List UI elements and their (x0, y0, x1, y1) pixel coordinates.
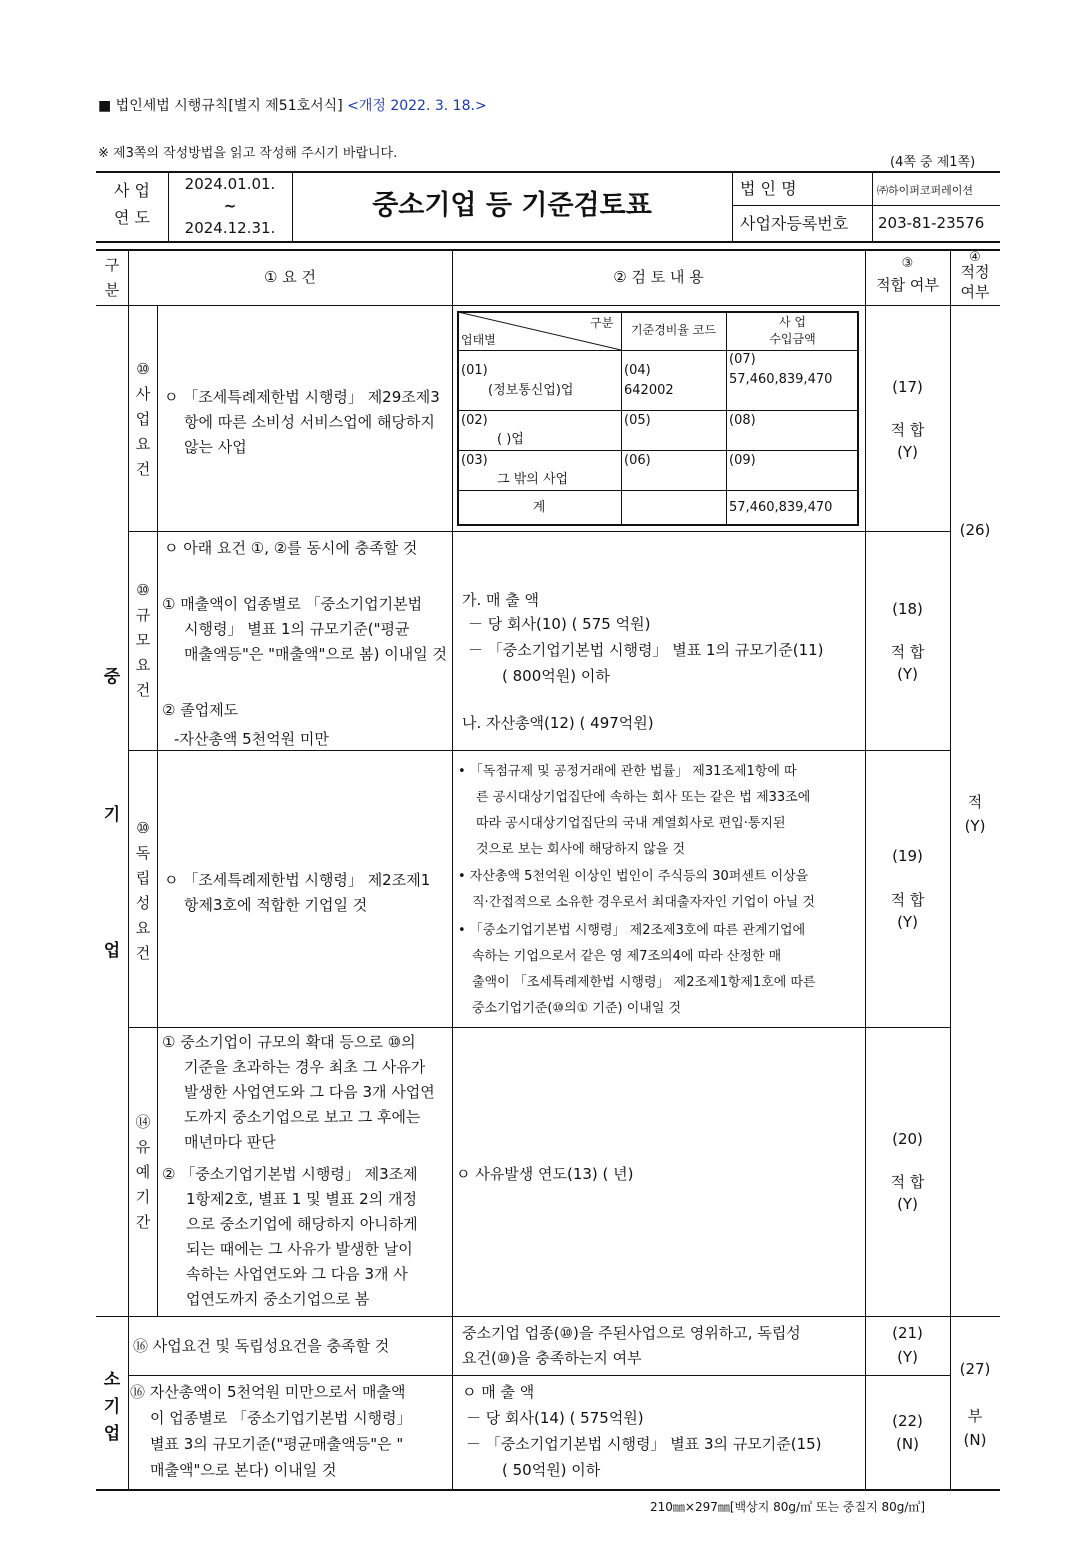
small-total-no: (27) (959, 1360, 991, 1378)
business-req-1: ㅇ 「조세특례제한법 시행령」 제29조제3 (164, 388, 440, 406)
independence-fit-y: (Y) (897, 913, 918, 931)
small1-review-2: 요건(⑩)을 충족하는지 여부 (462, 1349, 642, 1367)
small1-review-1: 중소기업 업종(⑩)을 주된사업으로 영위하고, 독립성 (462, 1324, 801, 1342)
category-sme-2: 기 (103, 805, 121, 825)
col-fit2-no: ④ (969, 250, 981, 265)
business-fit: 적 합 (890, 421, 925, 439)
r3-name: 그 밖의 사업 (497, 472, 569, 487)
scale-req-1c: 매출액등"은 "매출액"으로 봄) 이내일 것 (184, 645, 447, 663)
scale-review-1: 가. 매 출 액 (462, 591, 540, 609)
col-fit2-b: 여부 (960, 283, 990, 301)
scale-review-3: － 「중소기업기본법 시행령」 별표 1의 규모기준(11) (468, 641, 824, 659)
business-req-2: 항에 따른 소비성 서비스업에 해당하지 (184, 413, 435, 431)
reg-no-label: 사업자등록번호 (740, 214, 849, 233)
grace-fit-no: (20) (892, 1130, 923, 1148)
independence-review-3: 따라 공시대상기업집단의 국내 계열회사로 편입·통지된 (476, 816, 786, 831)
small2-review-2: － 당 회사(14) ( 575억원) (466, 1409, 644, 1427)
r1-code: 642002 (624, 383, 674, 398)
page-title: 중소기업 등 기준검토표 (372, 190, 652, 221)
r2-amt-no: (08) (729, 413, 756, 428)
grace-req-2a: ② 「중소기업기본법 시행령」 제3조제 (162, 1165, 418, 1183)
total-amt: 57,460,839,470 (729, 500, 833, 515)
grace-req-1e: 매년마다 판단 (184, 1133, 276, 1151)
independence-review-2: 른 공시대상기업집단에 속하는 회사 또는 같은 법 제33조에 (476, 790, 811, 805)
scale-req-2b: -자산총액 5천억원 미만 (174, 730, 329, 748)
small2-req-1: ⑯ 자산총액이 5천억원 미만으로서 매출액 (130, 1383, 406, 1401)
paper-spec: 210㎜×297㎜[백상지 80g/㎡ 또는 중질지 80g/㎡] (650, 1500, 926, 1514)
small1-fit-no: (21) (892, 1324, 923, 1342)
scale-review-2: － 당 회사(10) ( 575 억원) (468, 615, 651, 633)
table-h-gubun: 구분 (590, 316, 614, 330)
independence-fit-no: (19) (892, 847, 923, 865)
col-fit-no: ③ (901, 256, 914, 271)
scale-fit: 적 합 (890, 643, 925, 661)
scale-label: ⑩ 규 모 요 건 (135, 581, 151, 699)
date-from: 2024.01.01. (184, 175, 276, 193)
col-fit: 적합 여부 (876, 276, 939, 294)
r1-name: (정보통신업)업 (488, 383, 574, 398)
law-reference: ■ 법인세법 시행규칙[별지 제51호서식] <개정 2022. 3. 18.> (98, 98, 487, 114)
grace-req-2c: 으로 중소기업에 해당하지 아니하게 (186, 1215, 418, 1233)
small2-review-3: － 「중소기업기본법 시행령」 별표 3의 규모기준(15) (466, 1435, 822, 1453)
table-h-rev-1: 사 업 (779, 315, 806, 329)
independence-review-7: • 「중소기업기본법 시행령」 제2조제3호에 따른 관계기업에 (458, 923, 806, 938)
r3-code-no: (06) (624, 453, 651, 468)
r1-amt: 57,460,839,470 (729, 372, 833, 387)
year-label-1: 사 업 (114, 181, 150, 200)
business-fit-no: (17) (892, 378, 923, 396)
page-info: (4쪽 중 제1쪽) (890, 155, 976, 170)
scale-review-4: ( 800억원) 이하 (502, 667, 610, 685)
table-h-biz: 업태별 (461, 333, 496, 347)
scale-fit-y: (Y) (897, 665, 918, 683)
business-req-3: 않는 사업 (184, 438, 247, 456)
small2-req-3: 별표 3의 규모기준("평균매출액등"은 " (150, 1435, 404, 1453)
r1-code-no: (04) (624, 363, 651, 378)
date-to: 2024.12.31. (184, 219, 276, 237)
independence-review-6: 직·간접적으로 소유한 경우로서 최대출자자인 기업이 아닐 것 (472, 895, 815, 910)
table-h-code: 기준경비율 코드 (631, 323, 716, 337)
year-label-2: 연 도 (114, 208, 150, 227)
independence-review-9: 출액이 「조세특례제한법 시행령」 제2조제1항제1호에 따른 (472, 975, 816, 990)
independence-fit: 적 합 (890, 891, 925, 909)
independence-review-10: 중소기업기준(⑩의① 기준) 이내일 것 (472, 1001, 682, 1016)
r2-no: (02) (461, 413, 488, 428)
r1-amt-no: (07) (729, 352, 756, 367)
table-h-rev-2: 수입금액 (769, 332, 816, 346)
r1-no: (01) (461, 363, 488, 378)
col-requirement: ① 요 건 (264, 268, 316, 286)
category-sme-3: 업 (103, 941, 121, 961)
small2-fit-no: (22) (892, 1412, 923, 1430)
scale-review-5: 나. 자산총액(12) ( 497억원) (462, 714, 654, 732)
independence-review-1: • 「독점규제 및 공정거래에 관한 법률」 제31조제1항에 따 (458, 764, 797, 779)
corp-name-label: 법 인 명 (740, 179, 797, 198)
instruction-note: ※ 제3쪽의 작성방법을 읽고 작성해 주시기 바랍니다. (98, 146, 398, 161)
grace-fit-y: (Y) (897, 1195, 918, 1213)
category-small-3: 업 (103, 1424, 121, 1444)
independence-review-8: 속하는 기업으로서 같은 영 제7조의4에 따라 산정한 매 (472, 949, 782, 964)
r3-no: (03) (461, 453, 488, 468)
grace-label: ⑭ 유 예 기 간 (135, 1113, 151, 1231)
grace-req-1d: 도까지 중소기업으로 보고 그 후에는 (184, 1108, 421, 1126)
category-small-2: 기 (103, 1397, 121, 1417)
sme-total-y: (Y) (964, 817, 986, 835)
small-total-fit: 부 (967, 1407, 983, 1425)
grace-req-2e: 속하는 사업연도와 그 다음 3개 사 (186, 1265, 408, 1283)
grace-req-1a: ① 중소기업이 규모의 확대 등으로 ⑩의 (162, 1033, 416, 1051)
date-tilde: ~ (223, 197, 237, 215)
amendment-date: <개정 2022. 3. 18.> (347, 98, 487, 114)
small2-fit-y: (N) (896, 1435, 919, 1453)
independence-req-2: 항제3호에 적합한 기업일 것 (184, 896, 368, 914)
grace-review: ㅇ 사유발생 연도(13) ( 년) (456, 1165, 634, 1183)
independence-review-4: 것으로 보는 회사에 해당하지 않을 것 (476, 842, 686, 857)
grace-req-1c: 발생한 사업연도와 그 다음 3개 사업연 (184, 1083, 435, 1101)
r3-amt-no: (09) (729, 453, 756, 468)
scale-req-intro: ㅇ 아래 요건 ①, ②를 동시에 충족할 것 (164, 539, 418, 557)
small2-review-4: ( 50억원) 이하 (502, 1461, 601, 1479)
reg-no: 203-81-23576 (878, 214, 985, 232)
small2-req-2: 이 업종별로 「중소기업기본법 시행령」 (150, 1409, 412, 1427)
small-total-y: (N) (963, 1431, 987, 1449)
r2-name: ( )업 (497, 432, 524, 447)
scale-req-1b: 시행령」 별표 1의 규모기준("평균 (184, 620, 410, 638)
scale-fit-no: (18) (892, 600, 923, 618)
grace-req-1b: 기준을 초과하는 경우 최초 그 사유가 (184, 1058, 426, 1076)
independence-label: ⑩ 독 립 성 요 건 (135, 819, 151, 962)
grace-req-2b: 1항제2호, 별표 1 및 별표 2의 개정 (186, 1190, 417, 1208)
category-sme-1: 중 (103, 667, 121, 687)
col-gubun: 구 분 (104, 256, 120, 299)
grace-fit: 적 합 (890, 1173, 925, 1191)
scale-req-1a: ① 매출액이 업종별로 「중소기업기본법 (162, 595, 423, 613)
small2-req-4: 매출액"으로 본다) 이내일 것 (150, 1461, 337, 1479)
grace-req-2f: 업연도까지 중소기업으로 봄 (186, 1290, 370, 1308)
business-fit-y: (Y) (897, 443, 918, 461)
r2-code-no: (05) (624, 413, 651, 428)
col-fit2-a: 적정 (960, 263, 990, 281)
sme-total-no: (26) (959, 521, 991, 539)
independence-review-5: • 자산총액 5천억원 이상인 법인이 주식등의 30퍼센트 이상을 (458, 869, 809, 884)
small1-fit-y: (Y) (897, 1348, 918, 1366)
corp-name: ㈜하이퍼코퍼레이션 (877, 184, 974, 197)
independence-req-1: ㅇ 「조세특례제한법 시행령」 제2조제1 (164, 871, 431, 889)
small1-req: ⑯ 사업요건 및 독립성요건을 충족할 것 (133, 1337, 390, 1355)
grace-req-2d: 되는 때에는 그 사유가 발생한 날이 (186, 1240, 413, 1258)
col-review: ② 검 토 내 용 (613, 268, 704, 286)
business-label: ⑩ 사 업 요 건 (135, 360, 151, 478)
scale-req-2a: ② 졸업제도 (162, 701, 239, 719)
total-label: 계 (532, 500, 546, 515)
sme-total-fit: 적 (967, 793, 983, 811)
category-small-1: 소 (103, 1370, 121, 1390)
small2-review-1: ㅇ 매 출 액 (462, 1383, 535, 1401)
